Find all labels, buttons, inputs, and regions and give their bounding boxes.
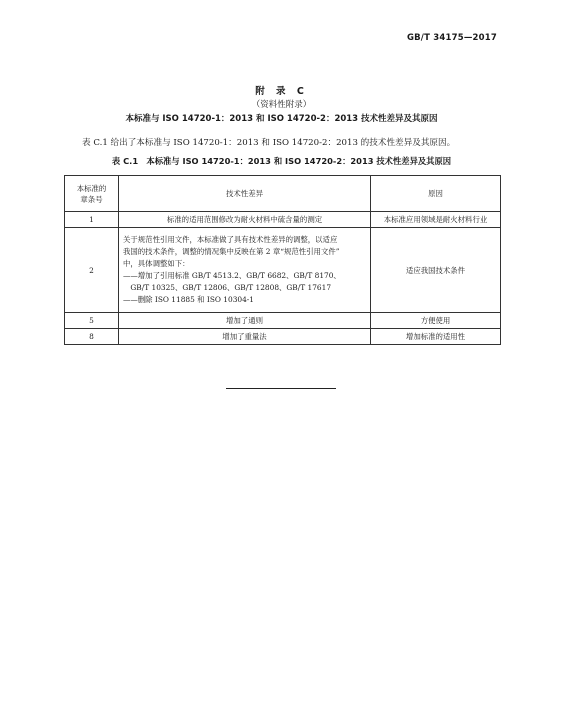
differences-table: [64, 175, 501, 345]
cell-clause: 5: [65, 313, 119, 329]
table-caption: 表 C.1 本标准与 ISO 14720-1：2013 和 ISO 14720-2：2013 技术性差异及其原因: [111, 156, 452, 166]
appendix-title: 附 录 C: [255, 86, 308, 97]
cell-difference: 标准的适用范围修改为耐火材料中硫含量的测定: [119, 212, 371, 228]
difference-line: 中，具体调整如下：: [123, 259, 190, 268]
header-clause: [65, 176, 119, 212]
cell-difference: 增加了重量法: [119, 329, 371, 345]
cell-difference: 增加了通则: [119, 313, 371, 329]
cell-difference: [119, 228, 371, 313]
difference-line: 我国的技术条件，调整的情况集中反映在第 2 章“规范性引用文件”: [123, 247, 340, 256]
standard-code: GB/T 34175—2017: [406, 33, 497, 43]
table-row: [65, 329, 501, 345]
difference-line: ——删除 ISO 11885 和 ISO 10304-1: [123, 295, 255, 304]
appendix-heading: 本标准与 ISO 14720-1：2013 和 ISO 14720-2：2013 技术性差异及其原因: [125, 114, 438, 124]
difference-line: 关于规范性引用文件，本标准做了具有技术性差异的调整，以适应: [123, 235, 338, 244]
header-clause-line2: 章条号: [80, 194, 103, 204]
header-difference: 技术性差异: [119, 176, 371, 212]
cell-clause: 8: [65, 329, 119, 345]
table-row: [65, 313, 501, 329]
cell-clause: 2: [65, 228, 119, 313]
cell-clause: 1: [65, 212, 119, 228]
difference-line: ——增加了引用标准 GB/T 4513.2、GB/T 6682、GB/T 8170、: [123, 271, 341, 280]
appendix-subtitle: （资料性附录）: [251, 100, 312, 110]
end-rule: [226, 388, 336, 389]
cell-reason: 本标准应用领域是耐火材料行业: [371, 212, 501, 228]
cell-reason: 方便使用: [371, 313, 501, 329]
cell-reason: 增加标准的适用性: [371, 329, 501, 345]
cell-reason: 适应我国技术条件: [371, 228, 501, 313]
table-row: [65, 212, 501, 228]
header-reason: 原因: [371, 176, 501, 212]
header-clause-line1: 本标准的: [76, 183, 107, 193]
table-row: [65, 228, 501, 313]
intro-paragraph: 表 C.1 给出了本标准与 ISO 14720-1：2013 和 ISO 14720-2：2013 的技术性差异及其原因。: [82, 138, 456, 148]
table-header-row: [65, 176, 501, 212]
difference-line: GB/T 10325、GB/T 12806、GB/T 12808、GB/T 17617: [123, 283, 332, 292]
